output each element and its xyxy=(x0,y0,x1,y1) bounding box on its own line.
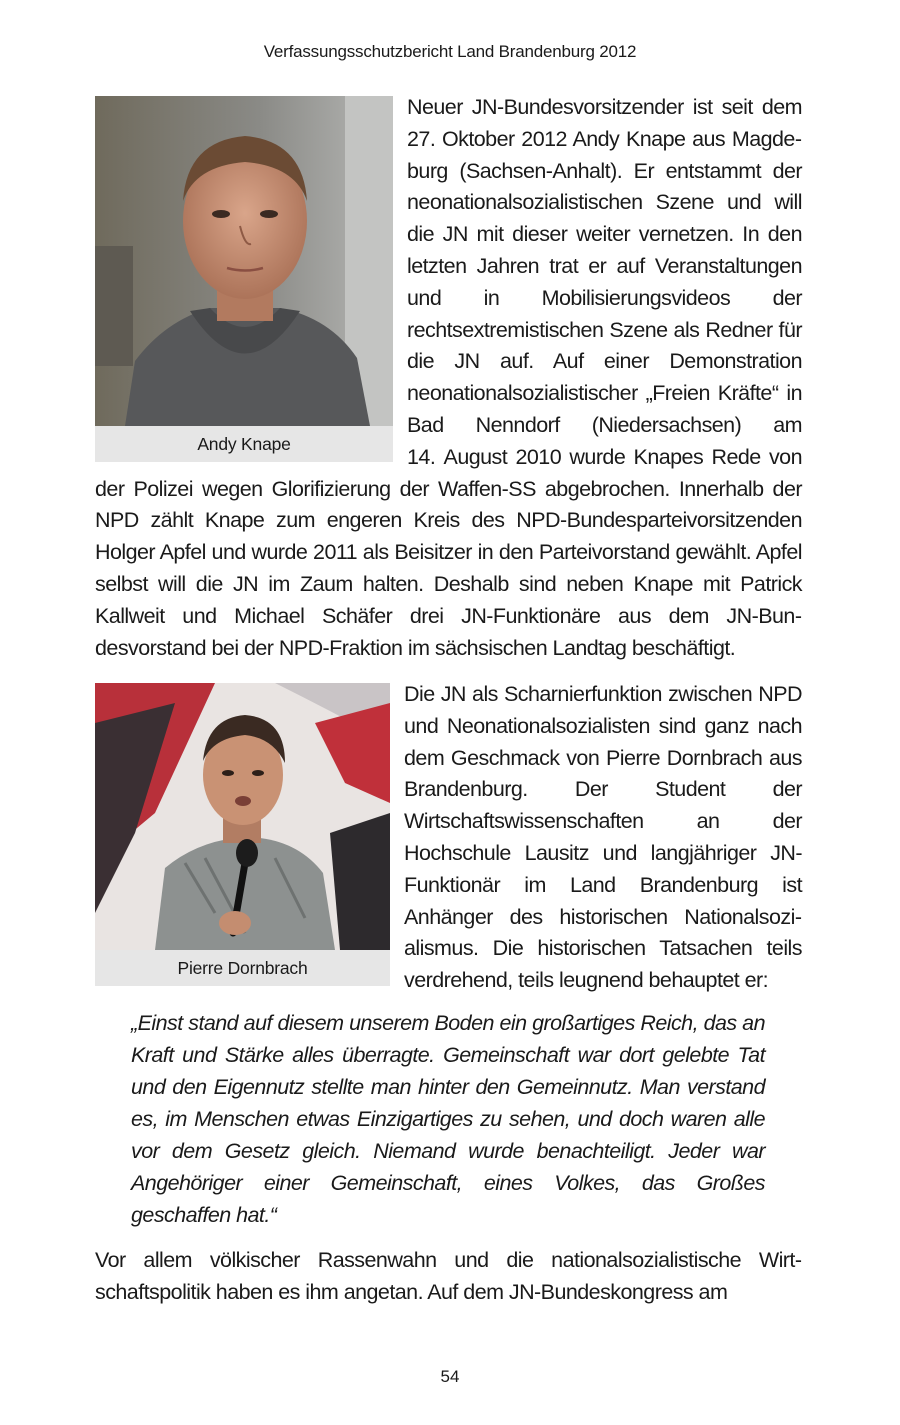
figure-knape xyxy=(95,96,393,462)
paragraph-dornbrach xyxy=(95,679,802,997)
paragraph-closing xyxy=(95,1245,802,1309)
figure-caption-knape: Andy Knape xyxy=(197,434,291,454)
portrait-photo-dornbrach xyxy=(95,683,390,950)
paragraph-text-2: Die JN als Scharnierfunktion zwischen NPD und Neonationalsozialisten sind ganz nach dem Geschmack von Pierre Dornbrach aus Brandenburg. Der Student der Wirtschaftswissenschaften an der Hochschule Lausitz und langjähriger JN-Funktionär im Land Brandenburg ist Anhänger des historischen Nationalsozialismus. Die historischen Tatsachen teils verdrehend, teils leugnend behauptet er: xyxy=(404,682,802,993)
running-header: Verfassungsschutzbericht Land Brandenburg 2012 xyxy=(263,42,637,61)
portrait-photo-knape xyxy=(95,96,393,426)
paragraph-text-1: Neuer JN-Bundesvorsitzender ist seit dem 27. Oktober 2012 Andy Knape aus Magdeburg (Sachsen-Anhalt). Er entstammt der neonationalsozialistischen Szene und will die JN mit dieser weiter vernetzen. In den letzten Jahren trat er auf Veranstaltungen und in Mobilisierungsvideos der rechtsextremistischen Szene als Redner für die JN auf. Auf einer Demonstration neonationalsozialistischer „Freien Kräfte“ in Bad Nenndorf (Niedersachsen) am 14. August 2010 wurde Knapes Rede von der Polizei wegen Glorifizierung der Waffen-SS abgebrochen. Innerhalb der NPD zählt Knape zum engeren Kreis des NPD-Bundesparteivorsitzenden Holger Apfel und wurde 2011 als Beisitzer in den Parteivorstand gewählt. Apfel selbst will die JN im Zaum halten. Deshalb sind neben Knape mit Patrick Kallweit und Michael Schäfer drei JN-Funktionäre aus dem JN-Bundesvorstand bei der NPD-Fraktion im sächsischen Landtag beschäftigt. xyxy=(95,95,802,660)
block-quote: „Einst stand auf diesem unserem Boden ein großartiges Reich, das an Kraft und Stärke alles überragte. Gemeinschaft war dort gelebte Tat und den Eigennutz stellte man hinter den Gemeinnutz. Man verstand es, im Menschen etwas Einzigartiges zu sehen, und doch waren alle vor dem Gesetz gleich. Niemand wurde benachteiligt. Jeder war Angehöriger einer Gemeinschaft, eines Volkes, das Großes geschaffen hat.“ xyxy=(131,1011,765,1227)
page-number: 54 xyxy=(440,1367,460,1386)
figure-caption-dornbrach: Pierre Dornbrach xyxy=(177,958,308,978)
paragraph-knape xyxy=(95,92,802,664)
figure-dornbrach xyxy=(95,683,390,986)
paragraph-text-3: Vor allem völkischer Rassenwahn und die nationalsozialistische Wirtschaftspolitik haben es ihm angetan. Auf dem JN-Bundeskongress am xyxy=(95,1248,802,1304)
